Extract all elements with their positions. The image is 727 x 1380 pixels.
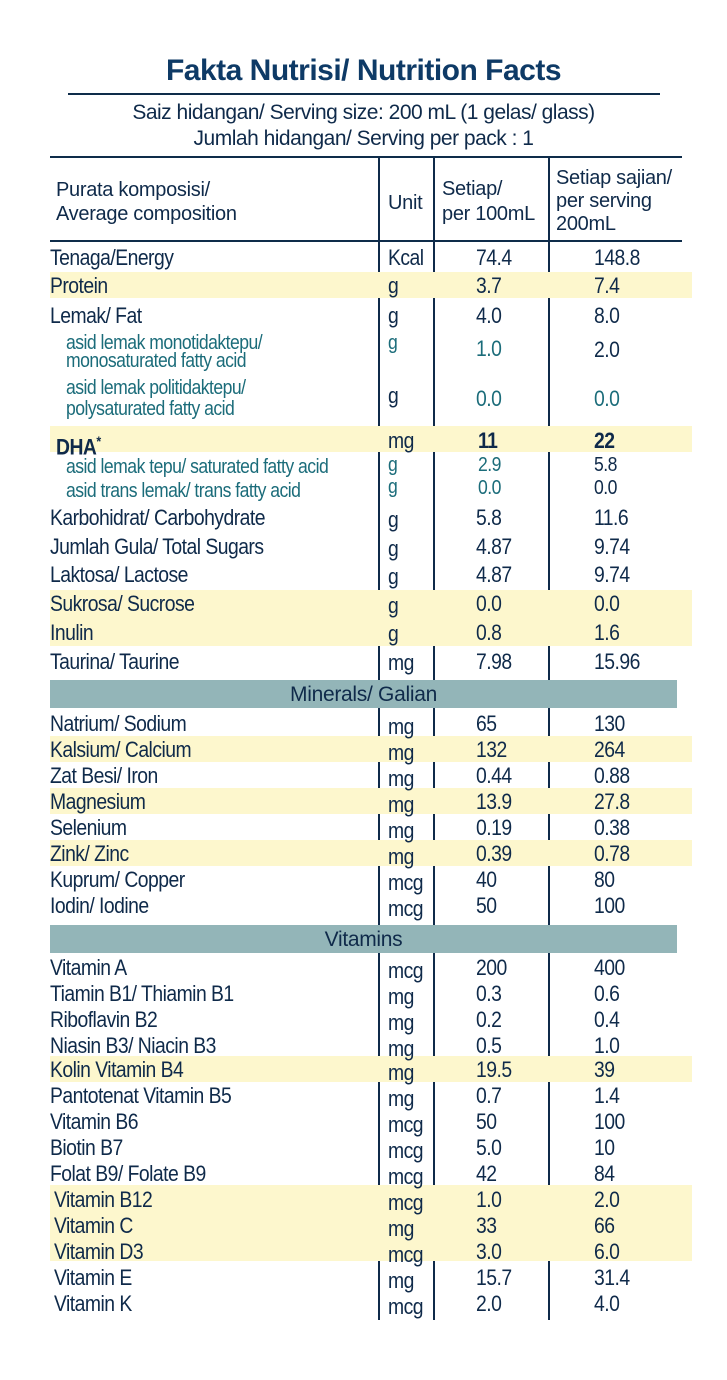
mineral-per100: 0.19 xyxy=(476,815,512,840)
vitamin-per100: 200 xyxy=(476,955,507,980)
row-per100: 5.8 xyxy=(476,505,502,530)
header-perserving-1: Setiap sajian/ xyxy=(556,167,672,189)
vitamin-name: Biotin B7 xyxy=(50,1135,123,1160)
header-per100-2: per 100mL xyxy=(442,203,535,225)
vitamin-perserving: 10 xyxy=(594,1135,615,1160)
header-unit: Unit xyxy=(388,192,423,214)
row-name: Lemak/ Fat xyxy=(50,303,142,328)
title-underline xyxy=(68,93,660,95)
mineral-name: Selenium xyxy=(50,815,127,840)
row-perserving: 9.74 xyxy=(594,562,630,587)
row-unit: g xyxy=(388,303,399,328)
vitamin-unit: mg xyxy=(388,1060,414,1085)
row-unit: g xyxy=(388,536,399,561)
mineral-name: Kalsium/ Calcium xyxy=(50,737,192,762)
mineral-per100: 0.39 xyxy=(476,841,512,866)
row-name-line1: asid lemak politidaktepu/ xyxy=(66,377,246,399)
row-unit: mg xyxy=(388,650,414,675)
row-per100: 4.87 xyxy=(476,534,512,559)
vitamin-per100: 0.7 xyxy=(476,1083,502,1108)
vitamin-perserving: 4.0 xyxy=(594,1291,620,1316)
vitamin-name: Vitamin A xyxy=(50,955,127,980)
row-unit: g xyxy=(388,593,399,618)
mineral-perserving: 0.88 xyxy=(594,763,630,788)
row-per100: 0.0 xyxy=(478,477,501,499)
vitamin-unit: mcg xyxy=(388,1164,423,1189)
row-name: asid trans lemak/ trans fatty acid xyxy=(66,480,301,502)
vitamin-perserving: 100 xyxy=(594,1109,625,1134)
row-name: Jumlah Gula/ Total Sugars xyxy=(50,534,264,559)
header-perserving-2: per serving xyxy=(556,190,652,212)
vitamin-name: Niasin B3/ Niacin B3 xyxy=(50,1033,216,1058)
vitamin-name: Folat B9/ Folate B9 xyxy=(50,1161,206,1186)
row-name: Laktosa/ Lactose xyxy=(50,562,188,587)
mineral-perserving: 0.78 xyxy=(594,841,630,866)
row-perserving: 0.0 xyxy=(594,477,617,499)
row-unit: g xyxy=(388,621,399,646)
vitamin-per100: 2.0 xyxy=(476,1291,502,1316)
row-perserving: 148.8 xyxy=(594,245,640,270)
vitamin-per100: 0.5 xyxy=(476,1033,502,1058)
vitamin-per100: 0.2 xyxy=(476,1007,502,1032)
vitamin-per100: 5.0 xyxy=(476,1135,502,1160)
row-per100: 0.8 xyxy=(476,620,502,645)
row-unit: g xyxy=(388,383,399,408)
vitamin-per100: 19.5 xyxy=(476,1057,512,1082)
vitamin-unit: mcg xyxy=(388,1190,423,1215)
serving-size: Saiz hidangan/ Serving size: 200 mL (1 gelas/ glass) xyxy=(132,101,595,124)
row-perserving: 11.6 xyxy=(594,505,629,530)
section-minerals: Minerals/ Galian xyxy=(50,680,677,708)
mineral-per100: 40 xyxy=(476,867,497,892)
vitamin-perserving: 39 xyxy=(594,1057,615,1082)
mineral-unit: mcg xyxy=(388,870,423,895)
row-per100: 4.87 xyxy=(476,562,512,587)
row-per100: 0.0 xyxy=(476,386,502,411)
vitamin-name: Vitamin B6 xyxy=(50,1109,138,1134)
mineral-per100: 13.9 xyxy=(476,789,512,814)
vitamin-unit: mcg xyxy=(388,1138,423,1163)
vitamin-perserving: 6.0 xyxy=(594,1239,620,1264)
vitamin-unit: mg xyxy=(388,1086,414,1111)
vitamin-name: Vitamin K xyxy=(54,1291,132,1316)
vitamin-per100: 0.3 xyxy=(476,981,502,1006)
mineral-per100: 50 xyxy=(476,893,497,918)
header-perserving-3: 200mL xyxy=(556,213,616,235)
row-unit: Kcal xyxy=(388,245,424,270)
row-name: Sukrosa/ Sucrose xyxy=(50,591,195,616)
row-unit: g xyxy=(388,507,399,532)
row-name-line1: asid lemak monotidaktepu/ xyxy=(66,332,263,354)
header-bottom-rule xyxy=(50,240,682,242)
mineral-per100: 65 xyxy=(476,711,497,736)
vitamin-name: Kolin Vitamin B4 xyxy=(50,1057,184,1082)
vitamin-name: Tiamin B1/ Thiamin B1 xyxy=(50,981,234,1006)
row-per100: 74.4 xyxy=(476,245,512,270)
mineral-name: Kuprum/ Copper xyxy=(50,867,185,892)
row-perserving: 0.0 xyxy=(594,386,620,411)
mineral-unit: mg xyxy=(388,766,414,791)
mineral-perserving: 100 xyxy=(594,893,625,918)
mineral-perserving: 0.38 xyxy=(594,815,630,840)
vitamin-name: Pantotenat Vitamin B5 xyxy=(50,1083,232,1108)
row-name: Tenaga/Energy xyxy=(50,245,174,270)
mineral-name: Natrium/ Sodium xyxy=(50,711,187,736)
row-per100: 1.0 xyxy=(476,336,502,361)
row-name: Inulin xyxy=(50,620,94,645)
row-per100: 0.0 xyxy=(476,591,502,616)
row-perserving: 8.0 xyxy=(594,303,620,328)
vitamin-per100: 15.7 xyxy=(476,1265,512,1290)
header-top-rule xyxy=(50,156,682,158)
row-perserving: 9.74 xyxy=(594,534,630,559)
vitamin-per100: 3.0 xyxy=(476,1239,502,1264)
vitamin-perserving: 31.4 xyxy=(594,1265,630,1290)
mineral-per100: 132 xyxy=(476,737,507,762)
vitamin-unit: mg xyxy=(388,1216,414,1241)
dha-footnote-mark: * xyxy=(96,433,101,449)
mineral-perserving: 27.8 xyxy=(594,789,630,814)
mineral-perserving: 264 xyxy=(594,737,625,762)
row-unit: g xyxy=(388,564,399,589)
servings-per-pack: Jumlah hidangan/ Serving per pack : 1 xyxy=(193,127,534,150)
mineral-name: Zat Besi/ Iron xyxy=(50,763,158,788)
row-name-dha: DHA* xyxy=(56,433,101,460)
row-perserving: 22 xyxy=(594,428,615,453)
row-perserving: 15.96 xyxy=(594,649,640,674)
header-composition-2: Average composition xyxy=(56,203,237,225)
vitamin-unit: mcg xyxy=(388,1294,423,1319)
mineral-unit: mg xyxy=(388,740,414,765)
header-per100-1: Setiap/ xyxy=(442,178,503,200)
vitamin-unit: mg xyxy=(388,1268,414,1293)
vitamin-perserving: 1.0 xyxy=(594,1033,620,1058)
vitamin-per100: 42 xyxy=(476,1161,497,1186)
mineral-unit: mg xyxy=(388,818,414,843)
vitamin-unit: mcg xyxy=(388,958,423,983)
row-perserving: 7.4 xyxy=(594,273,620,298)
vitamin-unit: mg xyxy=(388,1010,414,1035)
row-unit: g xyxy=(388,273,399,298)
vitamin-name: Vitamin C xyxy=(54,1213,133,1238)
vitamin-perserving: 1.4 xyxy=(594,1083,620,1108)
vitamin-per100: 1.0 xyxy=(476,1187,502,1212)
mineral-unit: mcg xyxy=(388,896,423,921)
header-composition-1: Purata komposisi/ xyxy=(56,179,210,201)
row-per100: 7.98 xyxy=(476,649,512,674)
row-perserving: 2.0 xyxy=(594,337,620,362)
vitamin-perserving: 84 xyxy=(594,1161,615,1186)
mineral-name: Zink/ Zinc xyxy=(50,841,129,866)
row-perserving: 1.6 xyxy=(594,620,620,645)
mineral-perserving: 80 xyxy=(594,867,615,892)
row-unit: g xyxy=(388,476,398,498)
vitamin-name: Vitamin E xyxy=(54,1265,132,1290)
vitamin-per100: 33 xyxy=(476,1213,497,1238)
vitamin-unit: mcg xyxy=(388,1242,423,1267)
vitamin-perserving: 400 xyxy=(594,955,625,980)
row-per100: 4.0 xyxy=(476,303,502,328)
vitamin-unit: mcg xyxy=(388,1112,423,1137)
mineral-perserving: 130 xyxy=(594,711,625,736)
page-title: Fakta Nutrisi/ Nutrition Facts xyxy=(165,54,562,87)
row-name: Protein xyxy=(50,273,108,298)
row-unit: g xyxy=(388,454,398,476)
row-name-line2: monosaturated fatty acid xyxy=(66,350,247,372)
mineral-name: Iodin/ Iodine xyxy=(50,893,149,918)
mineral-unit: mg xyxy=(388,714,414,739)
row-name: asid lemak tepu/ saturated fatty acid xyxy=(66,456,329,478)
mineral-unit: mg xyxy=(388,792,414,817)
section-vitamins: Vitamins xyxy=(50,925,677,953)
mineral-unit: mg xyxy=(388,844,414,869)
row-name: Karbohidrat/ Carbohydrate xyxy=(50,505,265,530)
vitamin-name: Vitamin D3 xyxy=(54,1239,144,1264)
row-perserving: 5.8 xyxy=(594,454,617,476)
mineral-name: Magnesium xyxy=(50,789,146,814)
vitamin-name: Vitamin B12 xyxy=(54,1187,153,1212)
row-per100: 2.9 xyxy=(478,454,501,476)
row-perserving: 0.0 xyxy=(594,591,620,616)
vitamin-perserving: 66 xyxy=(594,1213,615,1238)
row-unit: g xyxy=(388,332,398,354)
vitamin-name: Riboflavin B2 xyxy=(50,1007,158,1032)
vitamin-unit: mg xyxy=(388,1036,414,1061)
vitamin-perserving: 0.4 xyxy=(594,1007,620,1032)
vitamin-perserving: 0.6 xyxy=(594,981,620,1006)
row-unit: mg xyxy=(388,428,414,453)
mineral-per100: 0.44 xyxy=(476,763,512,788)
vitamin-unit: mg xyxy=(388,984,414,1009)
row-name: Taurina/ Taurine xyxy=(50,649,179,674)
vitamin-per100: 50 xyxy=(476,1109,497,1134)
row-per100: 11 xyxy=(478,428,498,453)
row-per100: 3.7 xyxy=(476,273,502,298)
vitamin-perserving: 2.0 xyxy=(594,1187,620,1212)
row-name-line2: polysaturated fatty acid xyxy=(66,398,235,420)
